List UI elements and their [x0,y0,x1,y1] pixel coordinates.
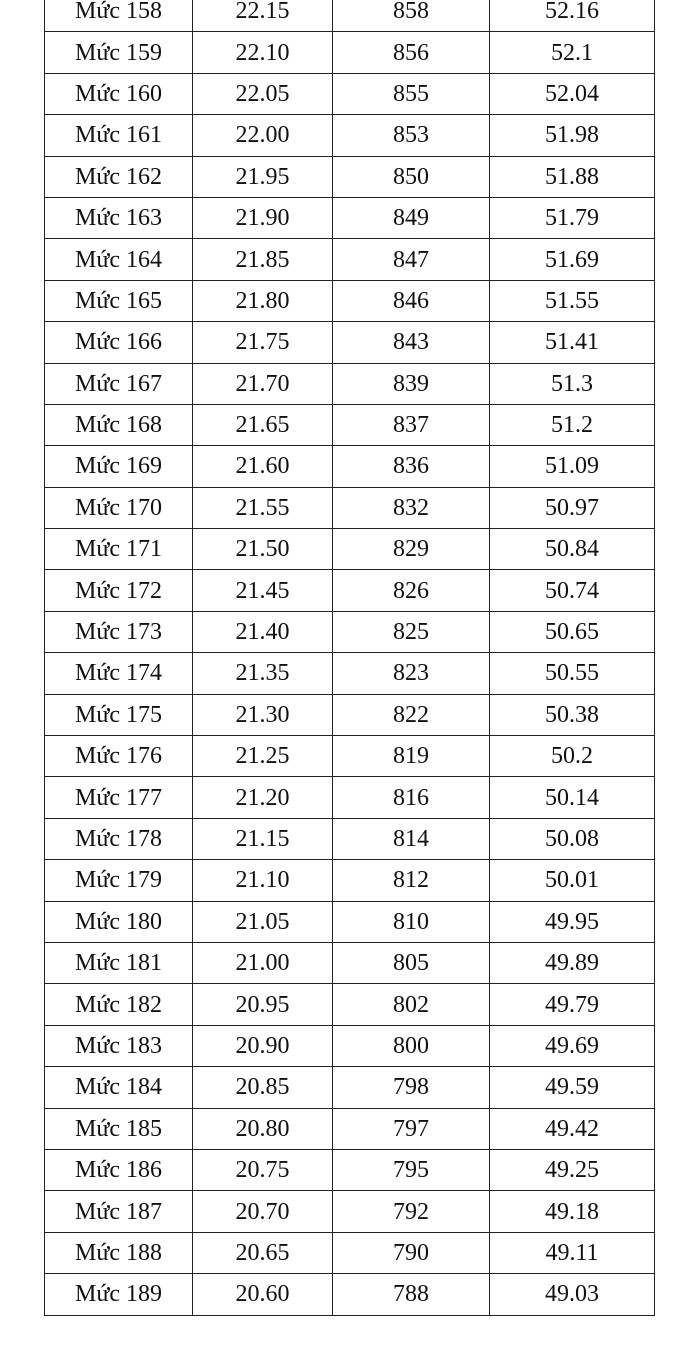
table-row [45,322,655,363]
table-row [45,984,655,1025]
score-cell: 21.65 [193,404,333,445]
table-row [45,1274,655,1315]
score-cell: 21.00 [193,942,333,983]
table-row [45,570,655,611]
table-row [45,446,655,487]
rank-cell: 850 [333,156,490,197]
score-cell: 21.45 [193,570,333,611]
rank-cell: 795 [333,1149,490,1190]
percent-cell: 50.08 [490,818,655,859]
rank-cell: 855 [333,73,490,114]
table-body [45,0,655,1315]
level-cell: Mức 166 [45,322,193,363]
percent-cell: 51.09 [490,446,655,487]
rank-cell: 802 [333,984,490,1025]
table-row [45,1232,655,1273]
rank-cell: 858 [333,0,490,32]
table-row [45,1149,655,1190]
table-row [45,32,655,73]
score-cell: 21.15 [193,818,333,859]
score-cell: 20.95 [193,984,333,1025]
table-row [45,1067,655,1108]
percent-cell: 51.41 [490,322,655,363]
rank-cell: 836 [333,446,490,487]
percent-cell: 49.95 [490,901,655,942]
percent-cell: 49.89 [490,942,655,983]
percent-cell: 49.18 [490,1191,655,1232]
level-cell: Mức 168 [45,404,193,445]
table-row [45,1025,655,1066]
level-cell: Mức 181 [45,942,193,983]
percent-cell: 49.42 [490,1108,655,1149]
score-cell: 21.50 [193,529,333,570]
level-cell: Mức 164 [45,239,193,280]
rank-cell: 812 [333,860,490,901]
level-cell: Mức 184 [45,1067,193,1108]
score-cell: 22.05 [193,73,333,114]
rank-cell: 800 [333,1025,490,1066]
level-cell: Mức 171 [45,529,193,570]
percent-cell: 52.1 [490,32,655,73]
table-row [45,115,655,156]
rank-cell: 788 [333,1274,490,1315]
table-row [45,197,655,238]
score-cell: 20.80 [193,1108,333,1149]
level-cell: Mức 180 [45,901,193,942]
table-row [45,529,655,570]
percent-cell: 49.79 [490,984,655,1025]
percent-cell: 51.88 [490,156,655,197]
table-row [45,694,655,735]
score-cell: 21.80 [193,280,333,321]
percent-cell: 51.98 [490,115,655,156]
level-cell: Mức 170 [45,487,193,528]
percent-cell: 50.01 [490,860,655,901]
table-row [45,73,655,114]
rank-cell: 826 [333,570,490,611]
rank-cell: 825 [333,611,490,652]
table-row [45,736,655,777]
table-row [45,818,655,859]
score-cell: 22.10 [193,32,333,73]
score-cell: 20.65 [193,1232,333,1273]
level-cell: Mức 162 [45,156,193,197]
table-row [45,156,655,197]
rank-cell: 822 [333,694,490,735]
table-row [45,0,655,32]
percent-cell: 50.2 [490,736,655,777]
rank-cell: 839 [333,363,490,404]
rank-cell: 843 [333,322,490,363]
score-cell: 21.25 [193,736,333,777]
score-cell: 21.05 [193,901,333,942]
percent-cell: 51.2 [490,404,655,445]
level-cell: Mức 187 [45,1191,193,1232]
level-cell: Mức 186 [45,1149,193,1190]
score-cell: 21.90 [193,197,333,238]
percent-cell: 51.69 [490,239,655,280]
rank-cell: 814 [333,818,490,859]
table-row [45,777,655,818]
rank-cell: 853 [333,115,490,156]
rank-cell: 790 [333,1232,490,1273]
score-cell: 22.00 [193,115,333,156]
rank-cell: 856 [333,32,490,73]
percent-cell: 50.84 [490,529,655,570]
percent-cell: 52.16 [490,0,655,32]
percent-cell: 50.97 [490,487,655,528]
level-cell: Mức 177 [45,777,193,818]
level-cell: Mức 174 [45,653,193,694]
percent-cell: 51.55 [490,280,655,321]
rank-cell: 797 [333,1108,490,1149]
level-cell: Mức 172 [45,570,193,611]
percent-cell: 50.65 [490,611,655,652]
percent-cell: 50.74 [490,570,655,611]
rank-cell: 816 [333,777,490,818]
percent-cell: 51.3 [490,363,655,404]
rank-cell: 846 [333,280,490,321]
score-cell: 21.10 [193,860,333,901]
table-row [45,653,655,694]
percent-cell: 49.03 [490,1274,655,1315]
score-cell: 20.60 [193,1274,333,1315]
table-row [45,239,655,280]
level-cell: Mức 158 [45,0,193,32]
score-cell: 21.60 [193,446,333,487]
percent-cell: 49.59 [490,1067,655,1108]
table-row [45,942,655,983]
table-row [45,363,655,404]
level-cell: Mức 176 [45,736,193,777]
level-cell: Mức 188 [45,1232,193,1273]
level-cell: Mức 182 [45,984,193,1025]
rank-cell: 847 [333,239,490,280]
percent-cell: 50.55 [490,653,655,694]
score-cell: 21.20 [193,777,333,818]
level-cell: Mức 161 [45,115,193,156]
score-cell: 20.70 [193,1191,333,1232]
score-cell: 21.85 [193,239,333,280]
score-cell: 20.75 [193,1149,333,1190]
rank-cell: 810 [333,901,490,942]
score-cell: 20.85 [193,1067,333,1108]
level-cell: Mức 167 [45,363,193,404]
table-row [45,1108,655,1149]
table-row [45,280,655,321]
level-cell: Mức 185 [45,1108,193,1149]
level-cell: Mức 163 [45,197,193,238]
level-cell: Mức 159 [45,32,193,73]
score-cell: 21.35 [193,653,333,694]
rank-cell: 805 [333,942,490,983]
rank-cell: 792 [333,1191,490,1232]
percent-cell: 49.25 [490,1149,655,1190]
table-row [45,901,655,942]
level-cell: Mức 160 [45,73,193,114]
rank-cell: 832 [333,487,490,528]
table-row [45,611,655,652]
table-row [45,404,655,445]
level-cell: Mức 183 [45,1025,193,1066]
percent-cell: 49.69 [490,1025,655,1066]
score-cell: 21.30 [193,694,333,735]
score-cell: 21.95 [193,156,333,197]
score-cell: 21.75 [193,322,333,363]
score-cell: 21.70 [193,363,333,404]
table-row [45,487,655,528]
level-cell: Mức 169 [45,446,193,487]
table-row [45,1191,655,1232]
percent-cell: 49.11 [490,1232,655,1273]
level-cell: Mức 175 [45,694,193,735]
score-level-table [44,0,655,1316]
percent-cell: 50.38 [490,694,655,735]
percent-cell: 50.14 [490,777,655,818]
level-cell: Mức 165 [45,280,193,321]
rank-cell: 849 [333,197,490,238]
table-row [45,860,655,901]
score-cell: 22.15 [193,0,333,32]
score-cell: 21.40 [193,611,333,652]
percent-cell: 52.04 [490,73,655,114]
rank-cell: 798 [333,1067,490,1108]
level-cell: Mức 178 [45,818,193,859]
rank-cell: 829 [333,529,490,570]
rank-cell: 823 [333,653,490,694]
level-cell: Mức 189 [45,1274,193,1315]
level-cell: Mức 173 [45,611,193,652]
percent-cell: 51.79 [490,197,655,238]
rank-cell: 819 [333,736,490,777]
score-cell: 20.90 [193,1025,333,1066]
rank-cell: 837 [333,404,490,445]
level-cell: Mức 179 [45,860,193,901]
score-cell: 21.55 [193,487,333,528]
